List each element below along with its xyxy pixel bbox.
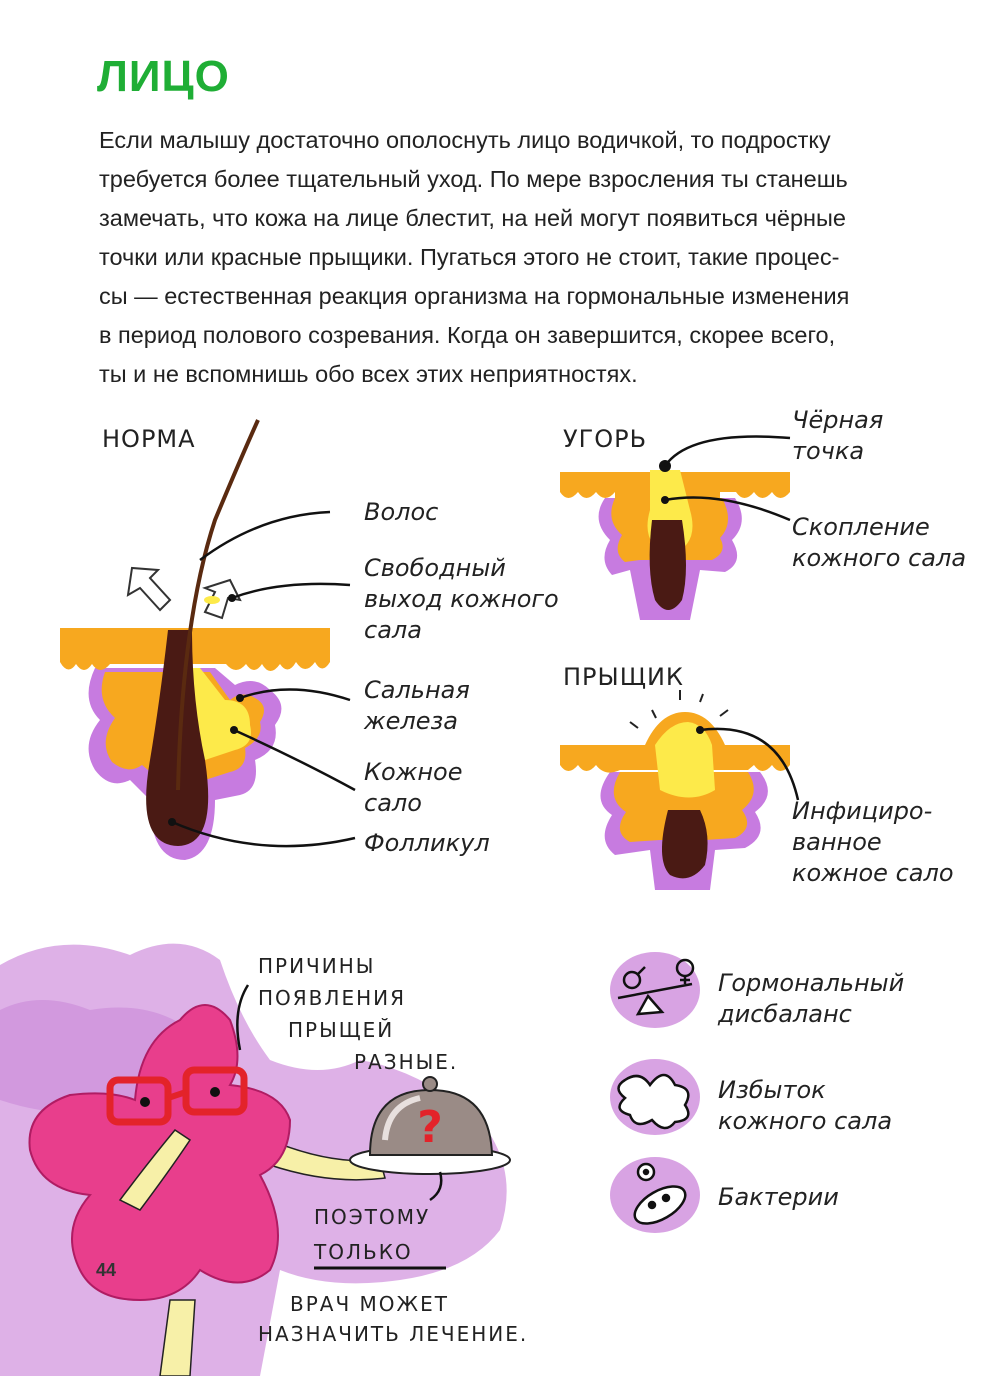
speech-bottom-2: ТОЛЬКО — [314, 1240, 413, 1264]
cause-line: кожного сала — [718, 1107, 893, 1135]
speech-top — [258, 950, 458, 1078]
label-line: Сальная — [364, 676, 470, 704]
label-line: кожного сала — [792, 544, 967, 572]
label-gland — [364, 675, 470, 737]
intro-line: требуется более тщательный уход. По мере взросления ты станешь — [99, 166, 848, 192]
speech-line: ПРЫЩЕЙ — [288, 1018, 395, 1042]
label-line: железа — [364, 707, 458, 735]
label-line: кожное сало — [792, 859, 954, 887]
intro-line: ты и не вспомнишь обо всех этих неприятностях. — [99, 361, 638, 387]
label-line: Инфициро- — [792, 797, 933, 825]
cause-bacteria — [718, 1182, 839, 1213]
label-free-exit — [364, 553, 559, 646]
cause-hormonal — [718, 968, 904, 1030]
intro-line: замечать, что кожа на лице блестит, на ней могут появиться чёрные — [99, 205, 846, 231]
speech-line: ПРИЧИНЫ — [258, 954, 376, 978]
cause-line: Избыток — [718, 1076, 826, 1104]
label-hair: Волос — [364, 498, 439, 526]
intro-line: точки или красные прыщики. Пугаться этого не стоит, такие процес- — [99, 244, 840, 270]
label-line: Скопление — [792, 513, 930, 541]
label-line: выход кожного — [364, 585, 559, 613]
ugor-title: УГОРЬ — [563, 425, 648, 453]
label-line: точка — [792, 437, 865, 465]
label-follicle: Фолликул — [364, 829, 490, 857]
intro-line: в период полового созревания. Когда он завершится, скорее всего, — [99, 322, 836, 348]
label-line: Чёрная — [792, 406, 884, 434]
speech-line: РАЗНЫЕ. — [354, 1050, 459, 1074]
label-line: ванное — [792, 828, 882, 856]
label-line: сало — [364, 789, 422, 817]
speech-bottom-4: НАЗНАЧИТЬ ЛЕЧЕНИЕ. — [258, 1322, 529, 1346]
cause-line: Гормональный — [718, 969, 905, 997]
label-black-dot — [792, 405, 883, 467]
pimple-diagram — [560, 690, 798, 890]
intro-line: Если малышу достаточно ополоснуть лицо водичкой, то подростку — [99, 127, 831, 153]
page-title: ЛИЦО — [97, 52, 230, 101]
label-line: сала — [364, 616, 422, 644]
label-infected — [792, 796, 954, 889]
intro-line: сы — естественная реакция организма на гормональные изменения — [99, 283, 850, 309]
cause-line: Бактерии — [718, 1183, 839, 1211]
page-number: 44 — [96, 1260, 117, 1280]
speech-bottom-3: ВРАЧ МОЖЕТ — [290, 1292, 449, 1316]
ugor-diagram — [560, 437, 790, 620]
speech-bottom-1: ПОЭТОМУ — [314, 1205, 431, 1229]
norma-diagram — [60, 420, 355, 860]
label-accumulation — [792, 512, 966, 574]
svg-text:?: ? — [417, 1102, 443, 1153]
label-sebum — [364, 757, 462, 819]
speech-line: ПОЯВЛЕНИЯ — [258, 986, 406, 1010]
label-line: Свободный — [364, 554, 506, 582]
cause-sebum — [718, 1075, 892, 1137]
cause-line: дисбаланс — [718, 1000, 852, 1028]
norma-title: НОРМА — [102, 425, 196, 453]
label-line: Кожное — [364, 758, 463, 786]
pimple-title: ПРЫЩИК — [563, 663, 684, 691]
